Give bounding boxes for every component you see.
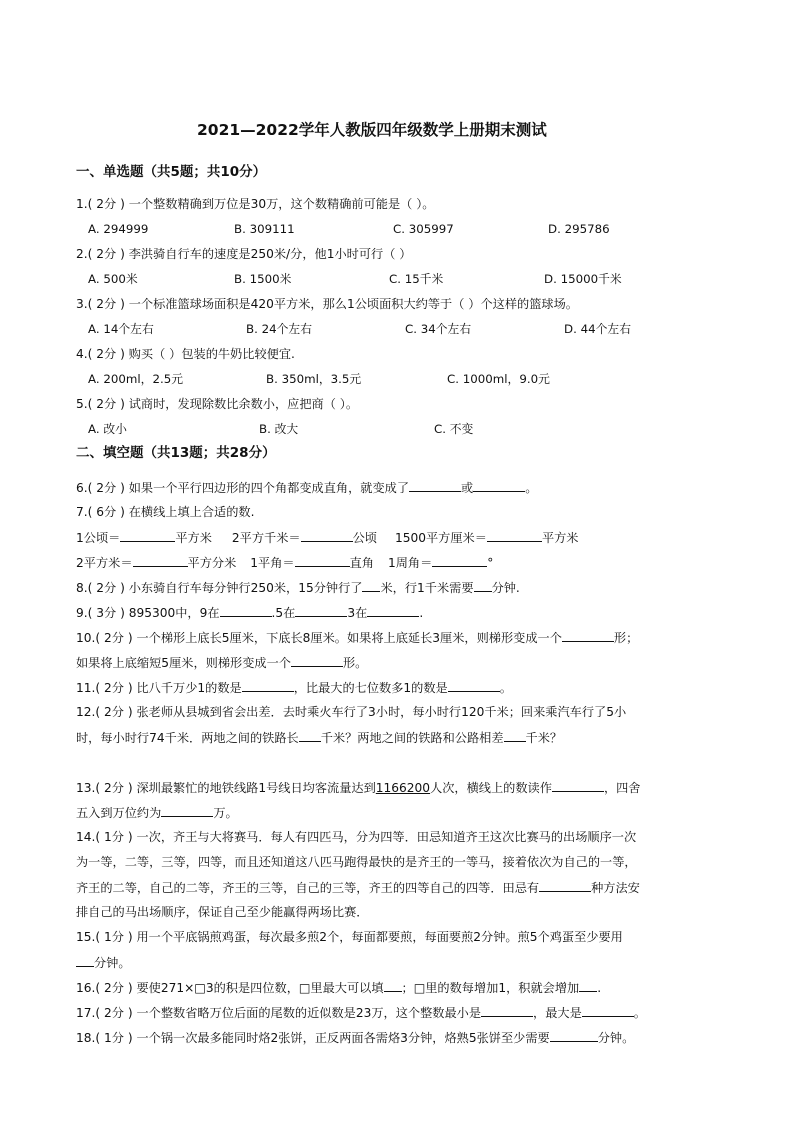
question-15: 15.( 1分 ) 用一个平底锅煎鸡蛋，每次最多煎2个，每面都要煎，每面要煎2分钟。煎5个鸡蛋至少要用 xyxy=(76,930,623,944)
question-13 xyxy=(76,779,641,796)
q7-blank[interactable] xyxy=(432,554,487,567)
q14-text-b: 种方法安 xyxy=(591,881,640,895)
q18-blank[interactable] xyxy=(550,1029,598,1042)
question-17 xyxy=(76,1004,646,1021)
q13-blank-2[interactable] xyxy=(161,804,213,817)
question-12: 12.( 2分 ) 张老师从县城到省会出差．去时乘火车行了3小时，每小时行120千米；回来乘汽车行了5小 xyxy=(76,705,627,719)
q9-text-c: 3在 xyxy=(347,606,368,620)
q13-text-c: ，四舍 xyxy=(603,781,641,795)
page-title: 2021—2022学年人教版四年级数学上册期末测试 xyxy=(197,121,547,139)
q6-blank-1[interactable] xyxy=(409,479,461,492)
q7-blank[interactable] xyxy=(295,554,350,567)
q8-text-b: 米，行1千米需要 xyxy=(380,581,474,595)
q5-option-b: B. 改大 xyxy=(259,422,299,436)
q12-blank-2[interactable] xyxy=(504,729,526,742)
q13-text-e: 万。 xyxy=(213,806,238,820)
q9-blank-2[interactable] xyxy=(295,604,347,617)
question-16 xyxy=(76,979,601,996)
question-15-line-2 xyxy=(76,954,131,971)
q1-option-b: B. 309111 xyxy=(234,222,295,236)
q12-blank-1[interactable] xyxy=(299,729,321,742)
question-8 xyxy=(76,579,520,596)
question-6 xyxy=(76,479,537,496)
q8-text-c: 分钟. xyxy=(491,581,520,595)
question-14: 14.( 1分 ) 一次，齐王与大将赛马．每人有四匹马，分为四等．田忌知道齐王这次比赛马的出场顺序一次 xyxy=(76,830,637,844)
q7-text: 平方分米 xyxy=(187,556,237,570)
q7-text: 1周角＝ xyxy=(387,556,433,570)
q13-text-a: 13.( 2分 ) 深圳最繁忙的地铁线路1号线日均客流量达到 xyxy=(76,781,376,795)
question-14-line-4: 排自己的马出场顺序，保证自己至少能赢得两场比赛． xyxy=(76,905,369,919)
q1-option-c: C. 305997 xyxy=(393,222,454,236)
q11-blank-2[interactable] xyxy=(448,679,500,692)
q6-text-a: 6.( 2分 ) 如果一个平行四边形的四个角都变成直角，就变成了 xyxy=(76,481,410,495)
q17-blank-1[interactable] xyxy=(481,1004,533,1017)
q9-blank-1[interactable] xyxy=(220,604,272,617)
q2-option-d: D. 15000千米 xyxy=(544,272,622,286)
question-10 xyxy=(76,629,638,646)
q3-option-a: A. 14个左右 xyxy=(88,322,154,336)
q10-text-d: 形。 xyxy=(342,656,368,670)
q17-text-a: 17.( 2分 ) 一个整数省略万位后面的尾数的近似数是23万，这个整数最小是 xyxy=(76,1006,482,1020)
q16-text-a: 16.( 2分 ) 要使271×□3的积是四位数，□里最大可以填 xyxy=(76,981,384,995)
q16-blank-1[interactable] xyxy=(384,979,402,992)
q3-option-d: D. 44个左右 xyxy=(564,322,631,336)
q10-text-a: 10.( 2分 ) 一个梯形上底长5厘米，下底长8厘米。如果将上底延长3厘米，则梯形变成一个 xyxy=(76,631,562,645)
q6-blank-2[interactable] xyxy=(473,479,525,492)
q7-line-1 xyxy=(76,529,579,546)
q13-text-d: 五入到万位约为 xyxy=(76,806,162,820)
q17-text-b: ，最大是 xyxy=(533,1006,582,1020)
q15-blank[interactable] xyxy=(76,954,94,967)
q8-text-a: 8.( 2分 ) 小东骑自行车每分钟行250米，15分钟行了 xyxy=(76,581,363,595)
q7-blank[interactable] xyxy=(487,529,542,542)
question-3: 3.( 2分 ) 一个标准篮球场面积是420平方米，那么1公顷面积大约等于（ ）个这样的篮球场。 xyxy=(76,297,578,311)
question-18 xyxy=(76,1029,634,1046)
question-12-line-2 xyxy=(76,729,562,746)
q5-option-a: A. 改小 xyxy=(88,422,127,436)
q1-option-a: A. 294999 xyxy=(88,222,149,236)
q9-text-a: 9.( 3分 ) 895300中，9在 xyxy=(76,606,220,620)
q4-option-a: A. 200ml，2.5元 xyxy=(88,372,184,386)
q7-text: 2平方千米＝ xyxy=(231,531,301,545)
q17-text-c: 。 xyxy=(633,1006,646,1020)
q2-option-c: C. 15千米 xyxy=(389,272,444,286)
question-11 xyxy=(76,679,512,696)
q18-text-b: 分钟。 xyxy=(597,1031,635,1045)
q14-blank[interactable] xyxy=(539,879,591,892)
question-10-line-2 xyxy=(76,654,367,671)
q11-text-b: ，比最大的七位数多1的数是 xyxy=(293,681,448,695)
q13-underlined-number: 1166200 xyxy=(375,781,431,795)
q13-text-b: 人次，横线上的数读作 xyxy=(430,781,552,795)
q6-text-c: 。 xyxy=(525,481,538,495)
question-9 xyxy=(76,604,423,621)
q9-blank-3[interactable] xyxy=(367,604,419,617)
q12-text-c: 千米？两地之间的铁路和公路相差 xyxy=(320,731,504,745)
q6-text-b: 或 xyxy=(461,481,474,495)
question-1: 1.( 2分 ) 一个整数精确到万位是30万，这个数精确前可能是（ ）。 xyxy=(76,197,435,211)
q7-blank[interactable] xyxy=(133,554,188,567)
q7-text: 2平方米＝ xyxy=(76,556,133,570)
q7-text: 平方米 xyxy=(175,531,212,545)
question-5: 5.( 2分 ) 试商时，发现除数比余数小，应把商（ ）。 xyxy=(76,397,359,411)
q7-blank[interactable] xyxy=(120,529,175,542)
q11-text-c: 。 xyxy=(499,681,512,695)
q18-text-a: 18.( 1分 ) 一个锅一次最多能同时烙2张饼，正反两面各需烙3分钟，烙熟5张饼至少需要 xyxy=(76,1031,550,1045)
q4-option-b: B. 350ml，3.5元 xyxy=(266,372,362,386)
q15-text: 分钟。 xyxy=(94,956,131,970)
q11-text-a: 11.( 2分 ) 比八千万少1的数是 xyxy=(76,681,242,695)
q12-text-b: 时，每小时行74千米．两地之间的铁路长 xyxy=(76,731,299,745)
question-2: 2.( 2分 ) 李洪骑自行车的速度是250米/分，他1小时可行（ ） xyxy=(76,247,412,261)
q12-text-d: 千米？ xyxy=(525,731,563,745)
q9-text-d: . xyxy=(419,606,424,620)
q16-text-b: ；□里的数每增加1，积就会增加 xyxy=(401,981,580,995)
q14-text-a: 齐王的二等，自己的二等，齐王的三等，自己的三等，齐王的四等自己的四等．田忌有 xyxy=(76,881,540,895)
question-14-line-2: 为一等，二等，三等，四等，而且还知道这八匹马跑得最快的是齐王的一等马，接着依次为自己的一等， xyxy=(76,855,637,869)
section-heading-fill-blank: 二、填空题（共13题；共28分） xyxy=(76,445,276,461)
q2-option-a: A. 500米 xyxy=(88,272,138,286)
q7-line-2 xyxy=(76,554,493,571)
q10-text-c: 如果将上底缩短5厘米，则梯形变成一个 xyxy=(76,656,291,670)
q9-text-b: .5在 xyxy=(271,606,296,620)
q4-option-c: C. 1000ml，9.0元 xyxy=(447,372,550,386)
q16-blank-2[interactable] xyxy=(579,979,597,992)
section-heading-single-choice: 一、单选题（共5题；共10分） xyxy=(76,164,267,180)
q8-blank-1[interactable] xyxy=(362,579,380,592)
question-4: 4.( 2分 ) 购买（ ）包装的牛奶比较便宜. xyxy=(76,347,295,361)
question-13-line-2 xyxy=(76,804,238,821)
question-7: 7.( 6分 ) 在横线上填上合适的数. xyxy=(76,505,255,519)
q11-blank-1[interactable] xyxy=(242,679,294,692)
q16-text-c: . xyxy=(597,981,602,995)
q3-option-b: B. 24个左右 xyxy=(246,322,312,336)
q8-blank-2[interactable] xyxy=(474,579,492,592)
q1-option-d: D. 295786 xyxy=(548,222,610,236)
q5-option-c: C. 不变 xyxy=(434,422,474,436)
q7-text: 公顷 xyxy=(352,531,377,545)
q7-text: 1公顷＝ xyxy=(76,531,121,545)
q7-text: 1平角＝ xyxy=(250,556,295,570)
q10-blank-2[interactable] xyxy=(291,654,343,667)
q17-blank-2[interactable] xyxy=(582,1004,634,1017)
q2-option-b: B. 1500米 xyxy=(234,272,292,286)
q7-text: 1500平方厘米＝ xyxy=(394,531,487,545)
question-14-line-3 xyxy=(76,879,640,896)
q3-option-c: C. 34个左右 xyxy=(405,322,472,336)
q13-blank-1[interactable] xyxy=(552,779,604,792)
q10-text-b: 形； xyxy=(613,631,639,645)
q7-blank[interactable] xyxy=(301,529,353,542)
q7-text: 平方米 xyxy=(541,531,579,545)
q7-text: 直角 xyxy=(349,556,374,570)
q7-text: ° xyxy=(487,556,494,570)
q10-blank-1[interactable] xyxy=(562,629,614,642)
